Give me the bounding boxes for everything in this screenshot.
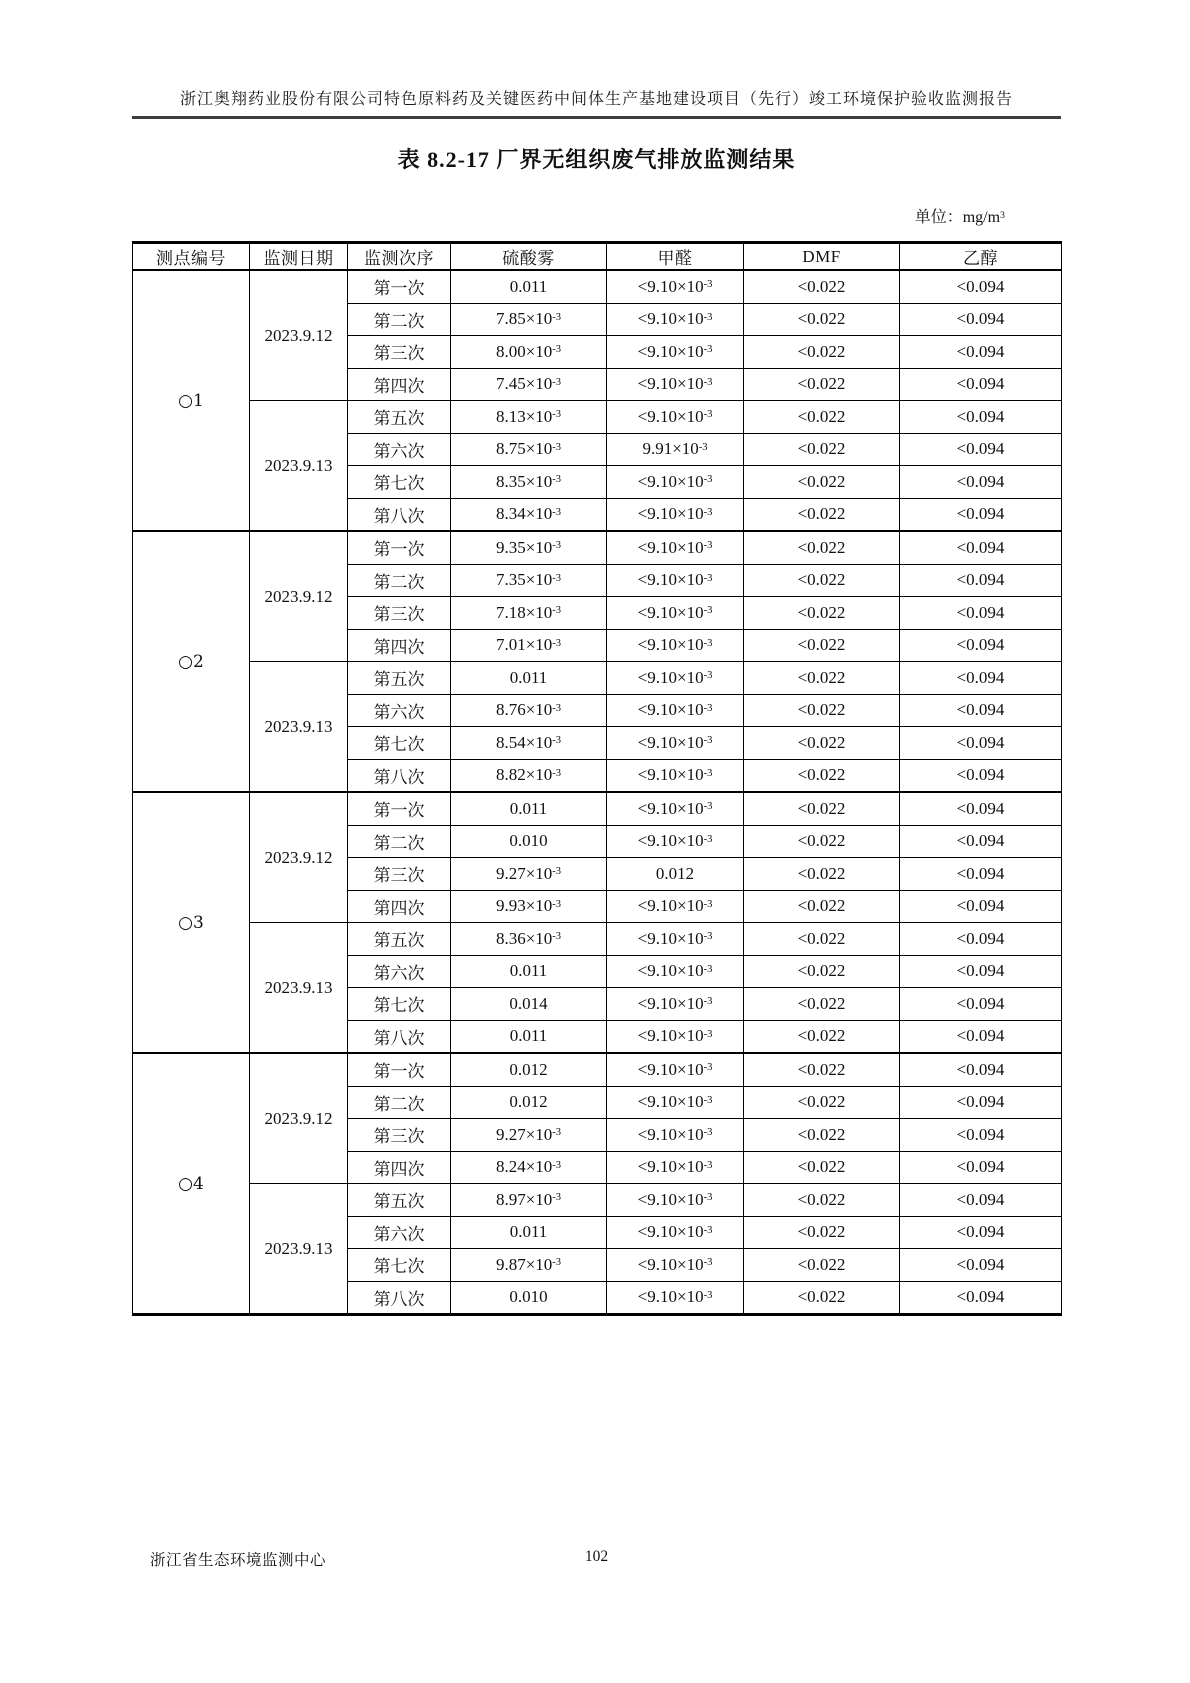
value-cell-formaldehyde: $<9.10\times 10^{-3}$ bbox=[607, 401, 744, 434]
date-cell: 2023.9.13 bbox=[250, 662, 348, 793]
value-cell-dmf: <0.022 bbox=[744, 466, 900, 499]
point-id-cell: ○2 bbox=[133, 531, 250, 792]
value-cell-ethanol: <0.094 bbox=[900, 1053, 1062, 1086]
value-cell-ethanol: <0.094 bbox=[900, 498, 1062, 531]
date-cell: 2023.9.12 bbox=[250, 792, 348, 923]
sequence-cell: 第八次 bbox=[348, 759, 451, 792]
value-cell-dmf: <0.022 bbox=[744, 1053, 900, 1086]
value-cell-sulfuric-acid-mist: 0.011 bbox=[451, 1020, 607, 1053]
monitoring-row bbox=[133, 792, 1062, 825]
value-cell-formaldehyde: $<9.10\times 10^{-3}$ bbox=[607, 955, 744, 988]
unit-label: 单位：$mg/m^3$ bbox=[914, 209, 1005, 226]
value-cell-formaldehyde: 0.012 bbox=[607, 858, 744, 891]
value-cell-formaldehyde: $<9.10\times 10^{-3}$ bbox=[607, 564, 744, 597]
value-cell-ethanol: <0.094 bbox=[900, 401, 1062, 434]
value-cell-sulfuric-acid-mist: $7.01\times 10^{-3}$ bbox=[451, 629, 607, 662]
monitoring-row bbox=[133, 531, 1062, 564]
page-footer bbox=[132, 1548, 1061, 1569]
value-cell-dmf: <0.022 bbox=[744, 825, 900, 858]
value-cell-ethanol: <0.094 bbox=[900, 466, 1062, 499]
value-cell-sulfuric-acid-mist: 0.011 bbox=[451, 662, 607, 695]
sequence-cell: 第七次 bbox=[348, 988, 451, 1021]
value-cell-ethanol: <0.094 bbox=[900, 303, 1062, 336]
monitoring-row bbox=[133, 401, 1062, 434]
value-cell-ethanol: <0.094 bbox=[900, 368, 1062, 401]
value-cell-formaldehyde: $<9.10\times 10^{-3}$ bbox=[607, 336, 744, 369]
point-id-cell: ○1 bbox=[133, 270, 250, 531]
value-cell-formaldehyde: $<9.10\times 10^{-3}$ bbox=[607, 629, 744, 662]
sequence-cell: 第二次 bbox=[348, 303, 451, 336]
value-cell-sulfuric-acid-mist: $8.00\times 10^{-3}$ bbox=[451, 336, 607, 369]
value-cell-dmf: <0.022 bbox=[744, 498, 900, 531]
value-cell-sulfuric-acid-mist: 0.010 bbox=[451, 1281, 607, 1315]
value-cell-formaldehyde: $<9.10\times 10^{-3}$ bbox=[607, 662, 744, 695]
value-cell-dmf: <0.022 bbox=[744, 564, 900, 597]
value-cell-dmf: <0.022 bbox=[744, 597, 900, 630]
value-cell-sulfuric-acid-mist: 0.011 bbox=[451, 792, 607, 825]
sequence-cell: 第一次 bbox=[348, 270, 451, 303]
value-cell-dmf: <0.022 bbox=[744, 368, 900, 401]
sequence-cell: 第六次 bbox=[348, 433, 451, 466]
value-cell-ethanol: <0.094 bbox=[900, 825, 1062, 858]
date-cell: 2023.9.13 bbox=[250, 923, 348, 1054]
sequence-cell: 第四次 bbox=[348, 890, 451, 923]
value-cell-dmf: <0.022 bbox=[744, 270, 900, 303]
value-cell-ethanol: <0.094 bbox=[900, 1249, 1062, 1282]
value-cell-dmf: <0.022 bbox=[744, 336, 900, 369]
value-cell-sulfuric-acid-mist: $7.35\times 10^{-3}$ bbox=[451, 564, 607, 597]
value-cell-sulfuric-acid-mist: 0.011 bbox=[451, 270, 607, 303]
value-cell-dmf: <0.022 bbox=[744, 858, 900, 891]
value-cell-ethanol: <0.094 bbox=[900, 1086, 1062, 1119]
value-cell-formaldehyde: $<9.10\times 10^{-3}$ bbox=[607, 1053, 744, 1086]
value-cell-ethanol: <0.094 bbox=[900, 662, 1062, 695]
sequence-cell: 第二次 bbox=[348, 825, 451, 858]
value-cell-ethanol: <0.094 bbox=[900, 1281, 1062, 1315]
value-cell-sulfuric-acid-mist: $7.18\times 10^{-3}$ bbox=[451, 597, 607, 630]
value-cell-sulfuric-acid-mist: $8.24\times 10^{-3}$ bbox=[451, 1151, 607, 1184]
sequence-cell: 第三次 bbox=[348, 336, 451, 369]
sequence-cell: 第一次 bbox=[348, 531, 451, 564]
column-header-sequence: 监测次序 bbox=[348, 243, 451, 271]
value-cell-ethanol: <0.094 bbox=[900, 1119, 1062, 1152]
value-cell-formaldehyde: $<9.10\times 10^{-3}$ bbox=[607, 1020, 744, 1053]
value-cell-dmf: <0.022 bbox=[744, 1151, 900, 1184]
value-cell-dmf: <0.022 bbox=[744, 1184, 900, 1217]
value-cell-sulfuric-acid-mist: $8.97\times 10^{-3}$ bbox=[451, 1184, 607, 1217]
value-cell-formaldehyde: $<9.10\times 10^{-3}$ bbox=[607, 303, 744, 336]
value-cell-ethanol: <0.094 bbox=[900, 1216, 1062, 1249]
sequence-cell: 第五次 bbox=[348, 1184, 451, 1217]
value-cell-formaldehyde: $<9.10\times 10^{-3}$ bbox=[607, 1281, 744, 1315]
sequence-cell: 第七次 bbox=[348, 727, 451, 760]
report-header-text: 浙江奥翔药业股份有限公司特色原料药及关键医药中间体生产基地建设项目（先行）竣工环境保护验收监测报告 bbox=[179, 91, 1013, 108]
sequence-cell: 第四次 bbox=[348, 1151, 451, 1184]
value-cell-formaldehyde: $<9.10\times 10^{-3}$ bbox=[607, 1119, 744, 1152]
value-cell-formaldehyde: $<9.10\times 10^{-3}$ bbox=[607, 923, 744, 956]
value-cell-sulfuric-acid-mist: 0.010 bbox=[451, 825, 607, 858]
value-cell-dmf: <0.022 bbox=[744, 792, 900, 825]
value-cell-formaldehyde: $<9.10\times 10^{-3}$ bbox=[607, 727, 744, 760]
value-cell-ethanol: <0.094 bbox=[900, 564, 1062, 597]
value-cell-sulfuric-acid-mist: $9.93\times 10^{-3}$ bbox=[451, 890, 607, 923]
value-cell-formaldehyde: $<9.10\times 10^{-3}$ bbox=[607, 890, 744, 923]
footer-organization: 浙江省生态环境监测中心 bbox=[150, 1552, 327, 1569]
value-cell-formaldehyde: $9.91\times 10^{-3}$ bbox=[607, 433, 744, 466]
value-cell-sulfuric-acid-mist: $9.35\times 10^{-3}$ bbox=[451, 531, 607, 564]
page-content bbox=[132, 0, 1061, 1316]
date-cell: 2023.9.12 bbox=[250, 1053, 348, 1184]
column-header-date: 监测日期 bbox=[250, 243, 348, 271]
value-cell-sulfuric-acid-mist: $9.87\times 10^{-3}$ bbox=[451, 1249, 607, 1282]
value-cell-formaldehyde: $<9.10\times 10^{-3}$ bbox=[607, 1216, 744, 1249]
value-cell-dmf: <0.022 bbox=[744, 890, 900, 923]
sequence-cell: 第六次 bbox=[348, 955, 451, 988]
value-cell-ethanol: <0.094 bbox=[900, 858, 1062, 891]
value-cell-sulfuric-acid-mist: 0.012 bbox=[451, 1053, 607, 1086]
value-cell-ethanol: <0.094 bbox=[900, 531, 1062, 564]
value-cell-ethanol: <0.094 bbox=[900, 792, 1062, 825]
value-cell-ethanol: <0.094 bbox=[900, 727, 1062, 760]
column-header-dmf: DMF bbox=[744, 243, 900, 271]
value-cell-ethanol: <0.094 bbox=[900, 1020, 1062, 1053]
value-cell-formaldehyde: $<9.10\times 10^{-3}$ bbox=[607, 988, 744, 1021]
value-cell-dmf: <0.022 bbox=[744, 988, 900, 1021]
value-cell-ethanol: <0.094 bbox=[900, 336, 1062, 369]
value-cell-dmf: <0.022 bbox=[744, 1281, 900, 1315]
value-cell-dmf: <0.022 bbox=[744, 1086, 900, 1119]
sequence-cell: 第七次 bbox=[348, 1249, 451, 1282]
value-cell-sulfuric-acid-mist: $7.45\times 10^{-3}$ bbox=[451, 368, 607, 401]
value-cell-sulfuric-acid-mist: $8.35\times 10^{-3}$ bbox=[451, 466, 607, 499]
value-cell-sulfuric-acid-mist: 0.012 bbox=[451, 1086, 607, 1119]
value-cell-dmf: <0.022 bbox=[744, 303, 900, 336]
value-cell-dmf: <0.022 bbox=[744, 1216, 900, 1249]
point-id-cell: ○4 bbox=[133, 1053, 250, 1315]
sequence-cell: 第八次 bbox=[348, 1281, 451, 1315]
monitoring-row bbox=[133, 270, 1062, 303]
value-cell-formaldehyde: $<9.10\times 10^{-3}$ bbox=[607, 1184, 744, 1217]
sequence-cell: 第五次 bbox=[348, 662, 451, 695]
sequence-cell: 第七次 bbox=[348, 466, 451, 499]
column-header-formaldehyde: 甲醛 bbox=[607, 243, 744, 271]
value-cell-ethanol: <0.094 bbox=[900, 694, 1062, 727]
value-cell-formaldehyde: $<9.10\times 10^{-3}$ bbox=[607, 270, 744, 303]
value-cell-formaldehyde: $<9.10\times 10^{-3}$ bbox=[607, 1249, 744, 1282]
value-cell-formaldehyde: $<9.10\times 10^{-3}$ bbox=[607, 466, 744, 499]
sequence-cell: 第一次 bbox=[348, 792, 451, 825]
sequence-cell: 第八次 bbox=[348, 498, 451, 531]
value-cell-sulfuric-acid-mist: $9.27\times 10^{-3}$ bbox=[451, 1119, 607, 1152]
sequence-cell: 第一次 bbox=[348, 1053, 451, 1086]
header-rule bbox=[132, 116, 1061, 119]
sequence-cell: 第三次 bbox=[348, 858, 451, 891]
date-cell: 2023.9.12 bbox=[250, 531, 348, 662]
value-cell-formaldehyde: $<9.10\times 10^{-3}$ bbox=[607, 531, 744, 564]
sequence-cell: 第四次 bbox=[348, 629, 451, 662]
value-cell-ethanol: <0.094 bbox=[900, 890, 1062, 923]
value-cell-dmf: <0.022 bbox=[744, 1249, 900, 1282]
monitoring-results-table bbox=[132, 241, 1062, 1316]
value-cell-formaldehyde: $<9.10\times 10^{-3}$ bbox=[607, 694, 744, 727]
value-cell-ethanol: <0.094 bbox=[900, 923, 1062, 956]
value-cell-formaldehyde: $<9.10\times 10^{-3}$ bbox=[607, 498, 744, 531]
value-cell-dmf: <0.022 bbox=[744, 759, 900, 792]
value-cell-ethanol: <0.094 bbox=[900, 433, 1062, 466]
value-cell-sulfuric-acid-mist: $8.34\times 10^{-3}$ bbox=[451, 498, 607, 531]
value-cell-sulfuric-acid-mist: $8.36\times 10^{-3}$ bbox=[451, 923, 607, 956]
sequence-cell: 第八次 bbox=[348, 1020, 451, 1053]
value-cell-sulfuric-acid-mist: 0.014 bbox=[451, 988, 607, 1021]
page-number: 102 bbox=[584, 1548, 609, 1565]
date-cell: 2023.9.13 bbox=[250, 1184, 348, 1315]
value-cell-formaldehyde: $<9.10\times 10^{-3}$ bbox=[607, 597, 744, 630]
date-cell: 2023.9.13 bbox=[250, 401, 348, 532]
value-cell-ethanol: <0.094 bbox=[900, 270, 1062, 303]
value-cell-dmf: <0.022 bbox=[744, 433, 900, 466]
value-cell-ethanol: <0.094 bbox=[900, 1184, 1062, 1217]
value-cell-dmf: <0.022 bbox=[744, 1119, 900, 1152]
monitoring-row bbox=[133, 923, 1062, 956]
value-cell-ethanol: <0.094 bbox=[900, 759, 1062, 792]
value-cell-ethanol: <0.094 bbox=[900, 955, 1062, 988]
value-cell-sulfuric-acid-mist: $9.27\times 10^{-3}$ bbox=[451, 858, 607, 891]
sequence-cell: 第六次 bbox=[348, 1216, 451, 1249]
sequence-cell: 第六次 bbox=[348, 694, 451, 727]
monitoring-row bbox=[133, 662, 1062, 695]
sequence-cell: 第二次 bbox=[348, 1086, 451, 1119]
monitoring-row bbox=[133, 1053, 1062, 1086]
value-cell-formaldehyde: $<9.10\times 10^{-3}$ bbox=[607, 1151, 744, 1184]
table-title: 表 8.2-17 厂界无组织废气排放监测结果 bbox=[397, 147, 796, 172]
value-cell-dmf: <0.022 bbox=[744, 662, 900, 695]
column-header-sulfuric-acid-mist: 硫酸雾 bbox=[451, 243, 607, 271]
date-cell: 2023.9.12 bbox=[250, 270, 348, 401]
sequence-cell: 第三次 bbox=[348, 1119, 451, 1152]
sequence-cell: 第三次 bbox=[348, 597, 451, 630]
value-cell-sulfuric-acid-mist: $8.75\times 10^{-3}$ bbox=[451, 433, 607, 466]
value-cell-sulfuric-acid-mist: 0.011 bbox=[451, 955, 607, 988]
value-cell-formaldehyde: $<9.10\times 10^{-3}$ bbox=[607, 825, 744, 858]
value-cell-sulfuric-acid-mist: $8.13\times 10^{-3}$ bbox=[451, 401, 607, 434]
value-cell-dmf: <0.022 bbox=[744, 531, 900, 564]
value-cell-formaldehyde: $<9.10\times 10^{-3}$ bbox=[607, 759, 744, 792]
value-cell-formaldehyde: $<9.10\times 10^{-3}$ bbox=[607, 792, 744, 825]
value-cell-sulfuric-acid-mist: $8.76\times 10^{-3}$ bbox=[451, 694, 607, 727]
value-cell-ethanol: <0.094 bbox=[900, 629, 1062, 662]
value-cell-sulfuric-acid-mist: $8.54\times 10^{-3}$ bbox=[451, 727, 607, 760]
value-cell-dmf: <0.022 bbox=[744, 955, 900, 988]
sequence-cell: 第二次 bbox=[348, 564, 451, 597]
monitoring-row bbox=[133, 1184, 1062, 1217]
point-id-cell: ○3 bbox=[133, 792, 250, 1053]
value-cell-dmf: <0.022 bbox=[744, 629, 900, 662]
value-cell-ethanol: <0.094 bbox=[900, 1151, 1062, 1184]
value-cell-ethanol: <0.094 bbox=[900, 988, 1062, 1021]
sequence-cell: 第五次 bbox=[348, 401, 451, 434]
column-header-point-id: 测点编号 bbox=[133, 243, 250, 271]
table-header-row bbox=[133, 243, 1062, 271]
value-cell-dmf: <0.022 bbox=[744, 694, 900, 727]
value-cell-dmf: <0.022 bbox=[744, 923, 900, 956]
value-cell-sulfuric-acid-mist: 0.011 bbox=[451, 1216, 607, 1249]
value-cell-dmf: <0.022 bbox=[744, 727, 900, 760]
value-cell-formaldehyde: $<9.10\times 10^{-3}$ bbox=[607, 368, 744, 401]
value-cell-dmf: <0.022 bbox=[744, 1020, 900, 1053]
value-cell-sulfuric-acid-mist: $8.82\times 10^{-3}$ bbox=[451, 759, 607, 792]
value-cell-dmf: <0.022 bbox=[744, 401, 900, 434]
sequence-cell: 第五次 bbox=[348, 923, 451, 956]
value-cell-sulfuric-acid-mist: $7.85\times 10^{-3}$ bbox=[451, 303, 607, 336]
sequence-cell: 第四次 bbox=[348, 368, 451, 401]
value-cell-ethanol: <0.094 bbox=[900, 597, 1062, 630]
value-cell-formaldehyde: $<9.10\times 10^{-3}$ bbox=[607, 1086, 744, 1119]
column-header-ethanol: 乙醇 bbox=[900, 243, 1062, 271]
